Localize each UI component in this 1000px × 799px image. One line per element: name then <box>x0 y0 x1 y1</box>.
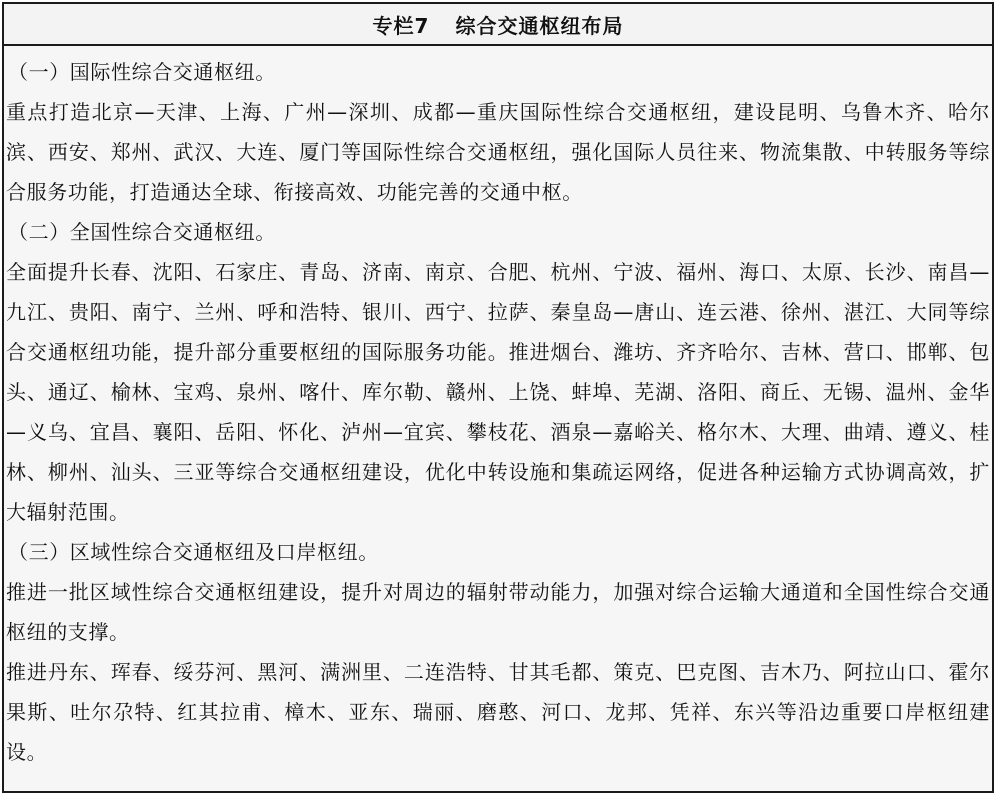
box-content <box>6 52 990 772</box>
column-label: 专栏7 <box>372 13 430 38</box>
section-heading-international: （一）国际性综合交通枢纽。 <box>8 60 276 84</box>
column-box <box>2 2 994 793</box>
section-heading-regional: （三）区域性综合交通枢纽及口岸枢纽。 <box>8 540 379 564</box>
section-body-international: 重点打造北京—天津、上海、广州—深圳、成都—重庆国际性综合交通枢纽，建设昆明、乌鲁木齐、哈尔滨、西安、郑州、武汉、大连、厦门等国际性综合交通枢纽，强化国际人员往来、物流集散、中转服务等综合服务功能，打造通达全球、衔接高效、功能完善的交通中枢。 <box>6 100 990 204</box>
section-heading-national: （二）全国性综合交通枢纽。 <box>8 220 276 244</box>
box-title: 综合交通枢纽布局 <box>455 13 624 38</box>
section-body-regional: 推进一批区域性综合交通枢纽建设，提升对周边的辐射带动能力，加强对综合运输大通道和全国性综合交通枢纽的支撑。 <box>6 580 990 644</box>
section-body-border-ports: 推进丹东、珲春、绥芬河、黑河、满洲里、二连浩特、甘其毛都、策克、巴克图、吉木乃、阿拉山口、霍尔果斯、吐尔尕特、红其拉甫、樟木、亚东、瑞丽、磨憨、河口、龙邦、凭祥、东兴等沿边重要口岸枢纽建设。 <box>6 660 990 764</box>
box-title-bar <box>4 4 992 46</box>
section-body-national: 全面提升长春、沈阳、石家庄、青岛、济南、南京、合肥、杭州、宁波、福州、海口、太原、长沙、南昌—九江、贵阳、南宁、兰州、呼和浩特、银川、西宁、拉萨、秦皇岛—唐山、连云港、徐州、湛江、大同等综合交通枢纽功能，提升部分重要枢纽的国际服务功能。推进烟台、潍坊、齐齐哈尔、吉林、营口、邯郸、包头、通辽、榆林、宝鸡、泉州、喀什、库尔勒、赣州、上饶、蚌埠、芜湖、洛阳、商丘、无锡、温州、金华—义乌、宜昌、襄阳、岳阳、怀化、泸州—宜宾、攀枝花、酒泉—嘉峪关、格尔木、大理、曲靖、遵义、桂林、柳州、汕头、三亚等综合交通枢纽建设，优化中转设施和集疏运网络，促进各种运输方式协调高效，扩大辐射范围。 <box>6 260 990 524</box>
